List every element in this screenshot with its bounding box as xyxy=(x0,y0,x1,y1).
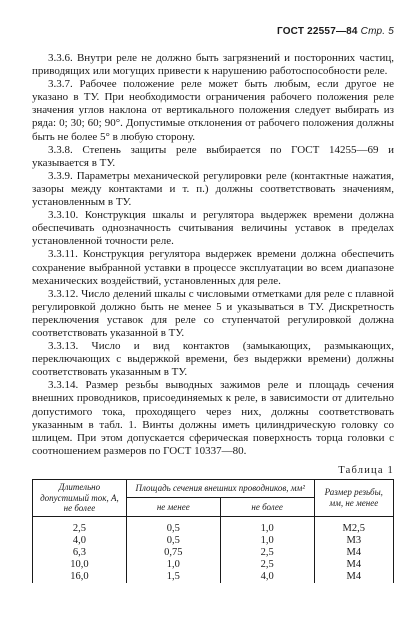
cell-thread: M4 xyxy=(314,571,393,583)
header-area-group: Площадь сечения внешних проводников, мм² xyxy=(126,480,314,498)
paragraph-3-3-12: 3.3.12. Число делений шкалы с числовыми отметками для реле с плавной регулировкой должно быть не менее 5 и указываться в ТУ. Дискретность переключения уставок для реле со ступенчатой регулировкой должна соответствовать указанной в ТУ. xyxy=(32,287,394,339)
cell-thread: M2,5 xyxy=(314,516,393,535)
table-row xyxy=(33,535,394,547)
cell-max: 1,0 xyxy=(220,535,314,547)
cell-max: 4,0 xyxy=(220,571,314,583)
cell-max: 2,5 xyxy=(220,559,314,571)
table-header-row xyxy=(33,480,394,498)
paragraph-3-3-8: 3.3.8. Степень защиты реле выбирается по ГОСТ 14255—69 и указывается в ТУ. xyxy=(32,143,394,169)
cell-min: 0,75 xyxy=(126,547,220,559)
header-area-min: не менее xyxy=(126,498,220,516)
paragraph-3-3-10: 3.3.10. Конструкция шкалы и регулятора выдержек времени должна обеспечивать однозначность считывания величины уставок в пределах установленной точности реле. xyxy=(32,209,394,248)
cell-current: 6,3 xyxy=(33,547,127,559)
page-number: Стр. 5 xyxy=(360,26,394,37)
cell-min: 1,5 xyxy=(126,571,220,583)
cell-thread: M4 xyxy=(314,559,393,571)
table-row xyxy=(33,571,394,583)
table-caption: Таблица 1 xyxy=(338,464,394,476)
table-row xyxy=(33,559,394,571)
paragraph-3-3-11: 3.3.11. Конструкция регулятора выдержек времени должна обеспечить сохранение выбранной уставки в процессе эксплуатации во всем диапазоне механических воздействий, установленных для реле. xyxy=(32,248,394,287)
cell-current: 2,5 xyxy=(33,516,127,535)
cell-min: 1,0 xyxy=(126,559,220,571)
paragraph-3-3-9: 3.3.9. Параметры механической регулировки реле (контактные нажатия, зазоры между контактами и т. п.) должны соответствовать значениям, установленным в ТУ. xyxy=(32,169,394,209)
paragraph-3-3-13: 3.3.13. Число и вид контактов (замыкающих, размыкающих, переключающих с выдержкой времени, без выдержки времени) должны соответствовать указанным в ТУ. xyxy=(32,340,394,379)
header-thread: Размер резьбы, мм, не менее xyxy=(314,480,393,517)
table-row xyxy=(33,516,394,535)
cell-max: 1,0 xyxy=(220,516,314,535)
paragraph-3-3-14: 3.3.14. Размер резьбы выводных зажимов реле и площадь сечения внешних проводников, присоединяемых к реле, в зависимости от длительно допустимого тока, проходящего через них, должны соответствовать указанным в табл. 1. Винты должны иметь цилиндрическую головку со шлицем. При этом допускается сферическая поверхность торца головки с соотношением размеров по ГОСТ 10337—80. xyxy=(32,379,394,457)
cell-thread: M4 xyxy=(314,547,393,559)
page-header xyxy=(277,26,394,37)
cell-current: 4,0 xyxy=(33,535,127,547)
header-current: Длительно допустимый ток, А, не более xyxy=(33,480,127,517)
cell-max: 2,5 xyxy=(220,547,314,559)
cell-current: 16,0 xyxy=(33,571,127,583)
paragraph-3-3-6: 3.3.6. Внутри реле не должно быть загрязнений и посторонних частиц, приводящих или могущих привести к нарушению работоспособности реле. xyxy=(32,52,394,78)
paragraph-3-3-7: 3.3.7. Рабочее положение реле может быть любым, если другое не указано в ТУ. При необходимости ограничения рабочего положения реле значения углов наклона от вертикального положения следует выбирать из ряда: 0; 30; 60; 90°. Допустимые отклонения от рабочего положения должны быть не более 5° в любую сторону. xyxy=(32,78,394,143)
cell-thread: M3 xyxy=(314,535,393,547)
document-body xyxy=(32,52,394,583)
cell-current: 10,0 xyxy=(33,559,127,571)
table-row xyxy=(33,547,394,559)
cell-min: 0,5 xyxy=(126,516,220,535)
cell-min: 0,5 xyxy=(126,535,220,547)
table-1 xyxy=(32,479,394,583)
header-area-max: не более xyxy=(220,498,314,516)
standard-number: ГОСТ 22557—84 xyxy=(276,26,358,37)
